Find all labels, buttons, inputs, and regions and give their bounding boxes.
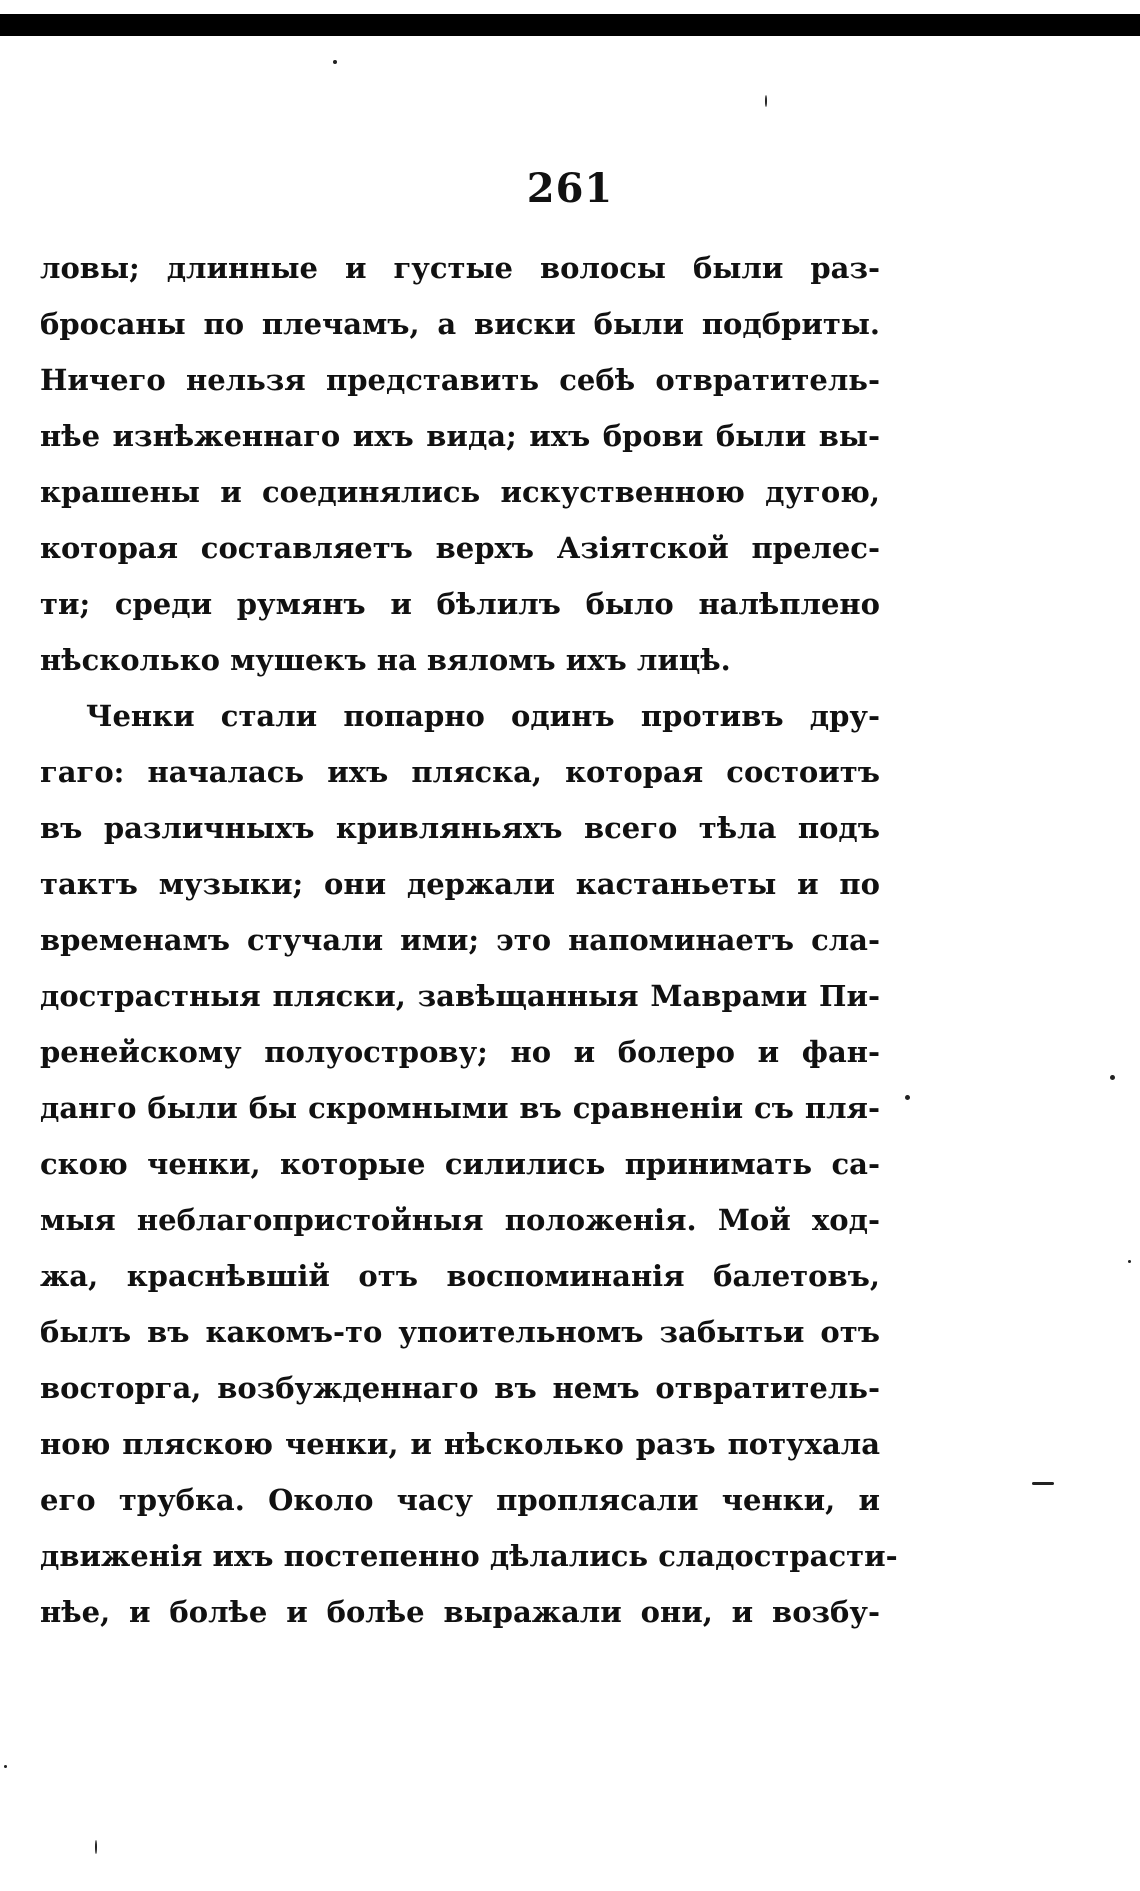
- text-line: жа, краснѣвшій отъ воспоминанія балетовъ,: [40, 1259, 880, 1293]
- scan-speck: [4, 1765, 7, 1768]
- text-line: крашены и соединялись искуственною дугою,: [40, 475, 880, 509]
- text-line: данго были бы скромными въ сравненіи съ пля-: [40, 1091, 880, 1125]
- text-line: его трубка. Около часу проплясали ченки, и: [40, 1483, 880, 1517]
- page-number: 261: [526, 165, 614, 212]
- text-line: тактъ музыки; они держали кастаньеты и по: [40, 867, 880, 901]
- text-line: движенія ихъ постепенно дѣлались сладострасти-: [40, 1539, 898, 1573]
- text-line: бросаны по плечамъ, а виски были подбриты.: [40, 307, 880, 341]
- scan-speck: [1032, 1482, 1054, 1485]
- text-line: Ченки стали попарно одинъ противъ дру-: [86, 699, 880, 733]
- text-line: нѣсколько мушекъ на вяломъ ихъ лицѣ.: [40, 643, 731, 677]
- text-line: ловы; длинные и густые волосы были раз-: [40, 251, 880, 285]
- paragraph-1: [40, 240, 880, 688]
- scan-speck: [905, 1095, 910, 1100]
- text-line: былъ въ какомъ-то упоительномъ забытьи отъ: [40, 1315, 880, 1349]
- text-line: ною пляскою ченки, и нѣсколько разъ потухала: [40, 1427, 880, 1461]
- text-line: временамъ стучали ими; это напоминаетъ сла-: [40, 923, 880, 957]
- text-line: нѣе изнѣженнаго ихъ вида; ихъ брови были вы-: [40, 419, 880, 453]
- text-line: Ничего нельзя представить себѣ отвратитель-: [40, 363, 880, 397]
- scan-speck: [765, 95, 767, 107]
- text-line: ти; среди румянъ и бѣлилъ было налѣплено: [40, 587, 880, 621]
- text-line: ренейскому полуострову; но и болеро и фан-: [40, 1035, 880, 1069]
- text-line: гаго: началась ихъ пляска, которая состоитъ: [40, 755, 880, 789]
- text-line: въ различныхъ кривляньяхъ всего тѣла подъ: [40, 811, 880, 845]
- paragraph-2: [40, 688, 898, 1640]
- scan-top-border: [0, 14, 1140, 36]
- text-line: скою ченки, которые силились принимать са-: [40, 1147, 880, 1181]
- scan-speck: [95, 1840, 97, 1854]
- page-text: [40, 240, 898, 1640]
- text-line: нѣе, и болѣе и болѣе выражали они, и возбу-: [40, 1595, 880, 1629]
- text-line: восторга, возбужденнаго въ немъ отвратитель-: [40, 1371, 880, 1405]
- text-line: которая составляетъ верхъ Азіятской прелес-: [40, 531, 880, 565]
- scan-speck: [1110, 1075, 1115, 1080]
- text-line: мыя неблагопристойныя положенія. Мой ход-: [40, 1203, 880, 1237]
- scan-speck: [1128, 1260, 1131, 1263]
- text-line: дострастныя пляски, завѣщанныя Маврами Пи-: [40, 979, 880, 1013]
- scan-speck: [333, 60, 337, 64]
